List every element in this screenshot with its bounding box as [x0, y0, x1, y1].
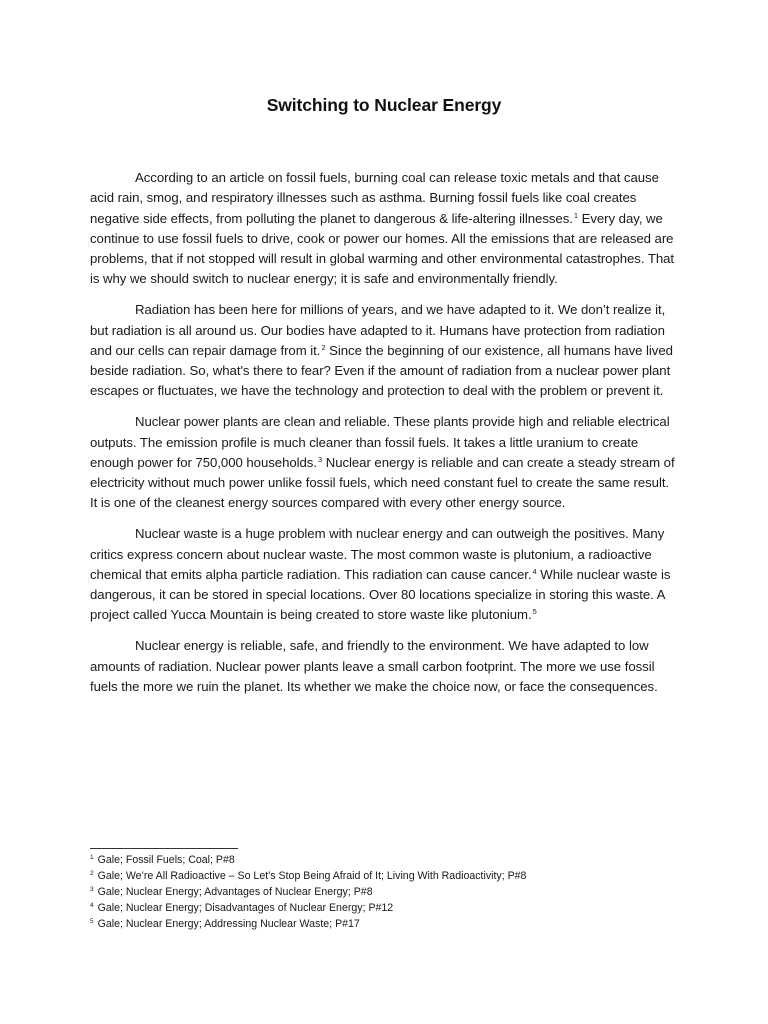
- footnote-text: Gale; Nuclear Energy; Advantages of Nuclear Energy; P#8: [97, 886, 373, 898]
- footnote-text: Gale; Fossil Fuels; Coal; P#8: [97, 854, 235, 866]
- paragraph-3: [90, 412, 678, 513]
- paragraph-4-text-b: While nuclear waste is dangerous, it can be stored in special locations. Over 80 locations specialize in storing this waste. A project called Yucca Mountain is being created to store waste like plutonium.: [90, 566, 671, 623]
- footnote-ref-3: 3: [317, 454, 323, 464]
- footnote-number: 1: [90, 854, 94, 861]
- paragraph-1: [90, 168, 678, 290]
- footnote-4: [90, 900, 678, 916]
- footnote-number: 5: [90, 918, 94, 925]
- footnotes: [90, 852, 678, 932]
- paragraph-1-text-b: Every day, we continue to use fossil fuels to drive, cook or power our homes. All the emissions that are released are problems, that if not stopped will result in global warming and other environmental catastrophes. That is why we should switch to nuclear energy; it is safe and environmentally friendly.: [90, 210, 675, 287]
- paragraph-5: [90, 636, 678, 697]
- document-body: [90, 168, 678, 708]
- paragraph-3-text-b: Nuclear energy is reliable and can create a steady stream of electricity without much power unlike fossil fuels, which need constant fuel to create the same result. It is one of the cleanest energy sources compared with every other energy source.: [90, 454, 675, 511]
- footnote-1: [90, 852, 678, 868]
- footnote-text: Gale; Nuclear Energy; Disadvantages of Nuclear Energy; P#12: [97, 902, 394, 914]
- footnote-ref-4: 4: [532, 566, 537, 576]
- footnote-number: 3: [90, 886, 94, 893]
- paragraph-2-text-b: Since the beginning of our existence, all humans have lived beside radiation. So, what's there to fear? Even if the amount of radiation from a nuclear power plant escapes or fluctuates, we have the technology and protection to deal with the problem or prevent it.: [90, 342, 673, 399]
- paragraph-4-text-a: Nuclear waste is a huge problem with nuclear energy and can outweigh the positives. Many critics express concern about nuclear waste. The most common waste is plutonium, a radioactive chemical that emits alpha particle radiation. This radiation can cause cancer.: [90, 526, 665, 582]
- document-title: Switching to Nuclear Energy: [266, 95, 502, 115]
- footnote-ref-1: 1: [573, 210, 578, 220]
- paragraph-2: [90, 300, 678, 401]
- paragraph-5-text: Nuclear energy is reliable, safe, and friendly to the environment. We have adapted to low amounts of radiation. Nuclear power plants leave a small carbon footprint. The more we use fossil fuels the more we ruin the planet. Its whether we make the choice now, or face the consequences.: [90, 638, 658, 694]
- paragraph-2-text-a: Radiation has been here for millions of years, and we have adapted to it. We don’t realize it, but radiation is all around us. Our bodies have adapted to it. Humans have protection from radiation and our cells can repair damage from it.: [90, 302, 666, 358]
- footnote-3: [90, 884, 678, 900]
- paragraph-1-text-a: According to an article on fossil fuels, burning coal can release toxic metals and that cause acid rain, smog, and respiratory illnesses such as asthma. Burning fossil fuels like coal creates negative side effects, from polluting the planet to dangerous & life-altering illnesses.: [90, 170, 659, 226]
- footnote-number: 2: [90, 870, 94, 877]
- footnote-2: [90, 868, 678, 884]
- footnote-number: 4: [90, 902, 94, 909]
- footnote-ref-5: 5: [532, 607, 537, 617]
- footnote-text: Gale; Nuclear Energy; Addressing Nuclear Waste; P#17: [97, 918, 360, 930]
- footnote-separator: [90, 848, 238, 849]
- paragraph-4: [90, 524, 678, 625]
- footnote-5: [90, 916, 678, 932]
- paragraph-3-text-a: Nuclear power plants are clean and reliable. These plants provide high and reliable electrical outputs. The emission profile is much cleaner than fossil fuels. It takes a little uranium to create enough power for 750,000 households.: [90, 414, 670, 470]
- footnote-text: Gale; We’re All Radioactive – So Let’s Stop Being Afraid of It; Living With Radioactivity; P#8: [97, 870, 527, 882]
- footnote-ref-2: 2: [321, 342, 326, 352]
